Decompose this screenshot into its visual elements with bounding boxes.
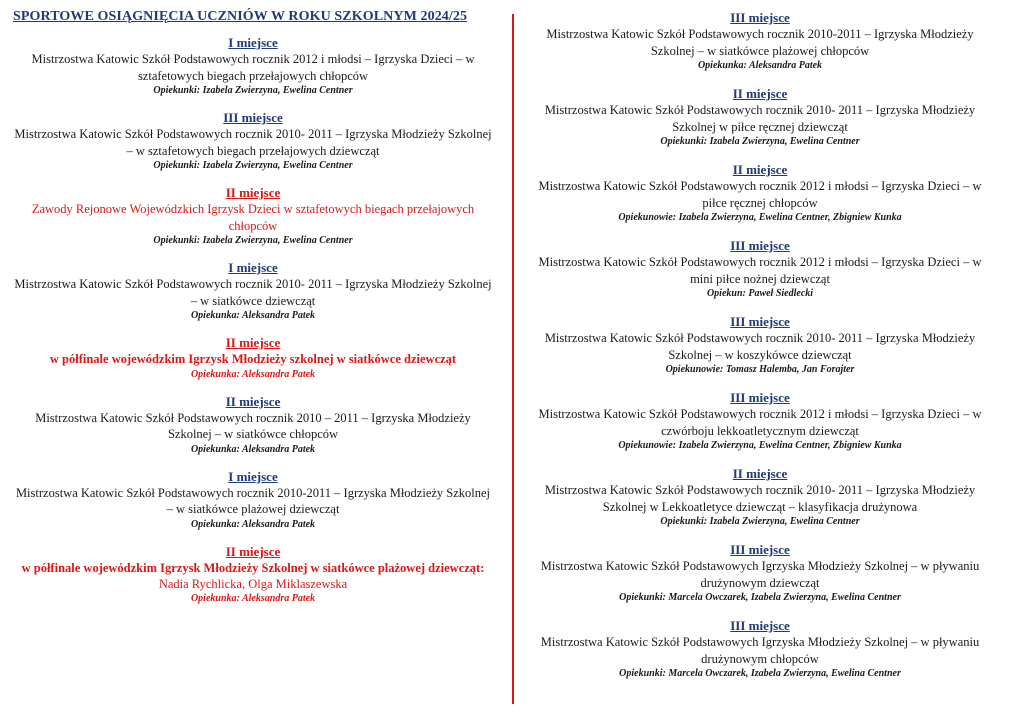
achievement-entry — [518, 542, 1002, 604]
competition-description: Mistrzostwa Katowic Szkół Podstawowych rocznik 2010-2011 – Igrzyska Młodzieży Szkolnej – w siatkówce plażowej chłopców — [546, 27, 974, 58]
place-heading: III miejsce — [730, 390, 790, 405]
page-title: SPORTOWE OSIĄGNIĘCIA UCZNIÓW W ROKU SZKOLNYM 2024/25 — [13, 9, 468, 24]
place-heading: II miejsce — [225, 543, 281, 559]
student-names: Nadia Rychlicka, Olga Miklaszewska — [158, 577, 348, 591]
competition-description: Mistrzostwa Katowic Szkół Podstawowych rocznik 2010 – 2011 – Igrzyska Młodzieży Szkolnej – w siatkówce chłopców — [35, 410, 471, 441]
achievement-entry — [0, 335, 506, 381]
achievement-entry — [0, 469, 506, 531]
place-heading: III miejsce — [730, 314, 790, 329]
tutor-line: Opiekunki: Izabela Zwierzyna, Ewelina Centner — [660, 516, 860, 527]
place-heading: III miejsce — [730, 238, 790, 253]
competition-description: w półfinale wojewódzkim Igrzysk Młodzieży szkolnej w siatkówce dziewcząt — [49, 352, 457, 366]
competition-description: Mistrzostwa Katowic Szkół Podstawowych rocznik 2012 i młodsi – Igrzyska Dzieci – w sztafetowych biegach przełajowych chłopców — [31, 52, 475, 83]
achievement-entry — [518, 238, 1002, 300]
achievement-entry — [518, 618, 1002, 680]
place-heading: III miejsce — [730, 542, 790, 557]
tutor-line: Opiekunowie: Izabela Zwierzyna, Ewelina Centner, Zbigniew Kunka — [618, 440, 902, 451]
place-heading: III miejsce — [223, 110, 283, 125]
tutor-line: Opiekunki: Izabela Zwierzyna, Ewelina Centner — [660, 136, 860, 147]
achievement-entry — [518, 390, 1002, 452]
tutor-line: Opiekunki: Izabela Zwierzyna, Ewelina Centner — [153, 85, 353, 96]
tutor-line: Opiekunki: Izabela Zwierzyna, Ewelina Centner — [153, 235, 353, 246]
place-heading: II miejsce — [225, 393, 281, 409]
tutor-line: Opiekunowie: Izabela Zwierzyna, Ewelina Centner, Zbigniew Kunka — [618, 212, 902, 223]
achievement-entry — [518, 314, 1002, 376]
tutor-line: Opiekunowie: Tomasz Halemba, Jan Forajter — [665, 364, 855, 375]
tutor-line: Opiekun: Paweł Siedlecki — [706, 288, 814, 299]
competition-description: Mistrzostwa Katowic Szkół Podstawowych rocznik 2010- 2011 – Igrzyska Młodzieży Szkolnej – w sztafetowych biegach przełajowych dziewcząt — [14, 127, 492, 158]
achievement-entry — [518, 86, 1002, 148]
tutor-line: Opiekunka: Aleksandra Patek — [190, 518, 316, 530]
place-heading: I miejsce — [228, 35, 278, 50]
left-column — [0, 35, 506, 618]
place-heading: I miejsce — [228, 468, 278, 484]
achievement-entry — [0, 185, 506, 247]
achievement-entry — [0, 260, 506, 322]
tutor-line: Opiekunka: Aleksandra Patek — [190, 443, 316, 455]
place-heading: II miejsce — [732, 466, 788, 481]
right-column — [518, 10, 1002, 694]
place-heading: II miejsce — [732, 86, 788, 101]
tutor-line: Opiekunki: Marcela Owczarek, Izabela Zwierzyna, Ewelina Centner — [619, 592, 901, 603]
tutor-line: Opiekunka: Aleksandra Patek — [697, 60, 823, 71]
competition-description: Mistrzostwa Katowic Szkół Podstawowych rocznik 2010-2011 – Igrzyska Młodzieży Szkolnej – w siatkówce plażowej dziewcząt — [15, 485, 491, 516]
achievement-entry — [0, 110, 506, 172]
competition-description: Mistrzostwa Katowic Szkół Podstawowych rocznik 2012 i młodsi – Igrzyska Dzieci – w czwórboju lekkoatletycznym dziewcząt — [538, 407, 982, 438]
tutor-line: Opiekunka: Aleksandra Patek — [190, 310, 316, 321]
achievement-entry — [518, 466, 1002, 528]
place-heading: I miejsce — [228, 260, 278, 275]
tutor-line: Opiekunki: Marcela Owczarek, Izabela Zwierzyna, Ewelina Centner — [619, 668, 901, 679]
competition-description: Mistrzostwa Katowic Szkół Podstawowych rocznik 2010- 2011 – Igrzyska Młodzieży Szkolnej – w koszykówce dziewcząt — [544, 331, 976, 362]
place-heading: II miejsce — [732, 162, 788, 177]
place-heading: II miejsce — [225, 185, 281, 200]
achievement-entry — [0, 35, 506, 97]
competition-description: Mistrzostwa Katowic Szkół Podstawowych rocznik 2012 i młodsi – Igrzyska Dzieci – w piłce ręcznej chłopców — [538, 179, 982, 210]
tutor-line: Opiekunka: Aleksandra Patek — [190, 593, 316, 604]
competition-description: Mistrzostwa Katowic Szkół Podstawowych rocznik 2010- 2011 – Igrzyska Młodzieży Szkolnej w Lekkoatletyce dziewcząt – klasyfikacja drużynowa — [544, 483, 976, 514]
achievement-entry — [0, 394, 506, 456]
tutor-line: Opiekunka: Aleksandra Patek — [190, 368, 316, 380]
competition-description: Mistrzostwa Katowic Szkół Podstawowych rocznik 2010- 2011 – Igrzyska Młodzieży Szkolnej – w siatkówce dziewcząt — [14, 277, 492, 308]
competition-description: Mistrzostwa Katowic Szkół Podstawowych Igrzyska Młodzieży Szkolnej – w pływaniu drużynowym chłopców — [540, 635, 980, 666]
competition-description: w półfinale wojewódzkim Igrzysk Młodzieży Szkolnej w siatkówce plażowej dziewcząt: — [21, 560, 485, 575]
column-divider — [512, 14, 514, 704]
competition-description: Zawody Rejonowe Wojewódzkich Igrzysk Dzieci w sztafetowych biegach przełajowych chłopców — [31, 202, 475, 233]
competition-description: Mistrzostwa Katowic Szkół Podstawowych Igrzyska Młodzieży Szkolnej – w pływaniu drużynowym dziewcząt — [540, 559, 980, 590]
competition-description: Mistrzostwa Katowic Szkół Podstawowych rocznik 2012 i młodsi – Igrzyska Dzieci – w mini piłce nożnej dziewcząt — [538, 255, 982, 286]
place-heading: III miejsce — [730, 618, 790, 633]
achievement-entry — [518, 162, 1002, 224]
place-heading: III miejsce — [730, 10, 790, 25]
place-heading: II miejsce — [225, 335, 281, 350]
competition-description: Mistrzostwa Katowic Szkół Podstawowych rocznik 2010- 2011 – Igrzyska Młodzieży Szkolnej w piłce ręcznej dziewcząt — [544, 103, 976, 134]
achievement-entry — [518, 10, 1002, 72]
achievement-entry — [0, 544, 506, 606]
tutor-line: Opiekunki: Izabela Zwierzyna, Ewelina Centner — [153, 160, 353, 171]
